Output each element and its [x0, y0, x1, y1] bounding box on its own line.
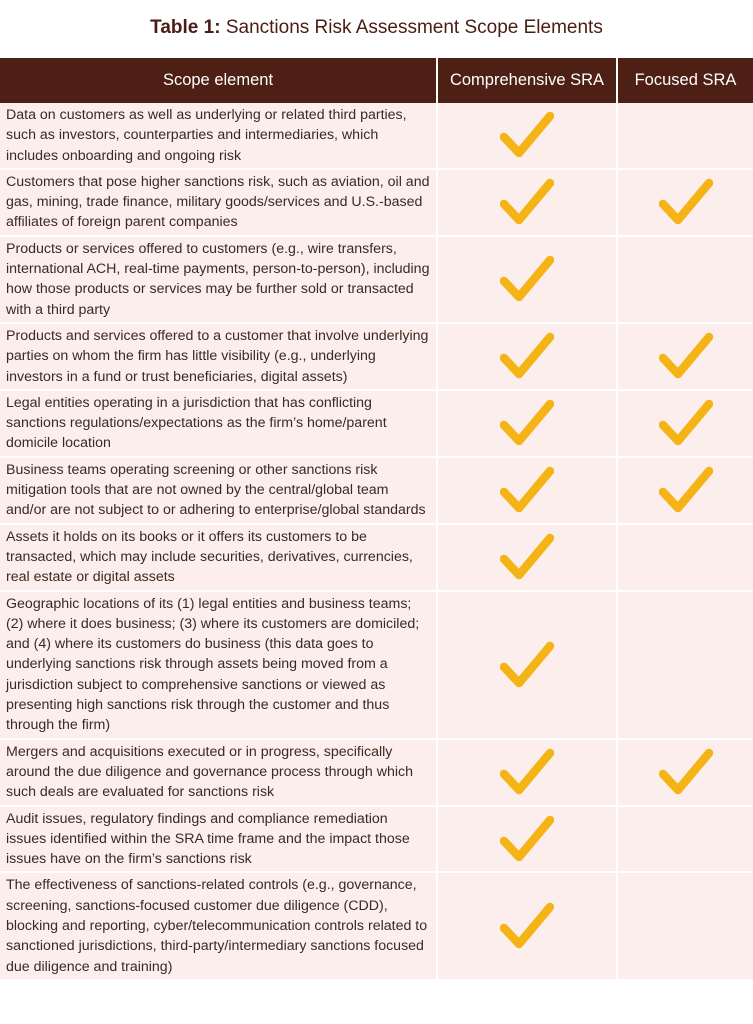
- comprehensive-sra-cell: [438, 807, 618, 874]
- checkmark-icon: [500, 177, 554, 227]
- header-comprehensive-sra: Comprehensive SRA: [438, 58, 618, 103]
- table-row: [0, 592, 753, 740]
- checkmark-icon: [500, 747, 554, 797]
- table-row: [0, 324, 753, 391]
- comprehensive-sra-cell: [438, 103, 618, 170]
- table-title: [0, 0, 753, 58]
- comprehensive-sra-cell: [438, 324, 618, 391]
- comprehensive-sra-cell: [438, 592, 618, 740]
- focused-sra-cell: [618, 807, 753, 874]
- scope-element-text: Geographic locations of its (1) legal entities and business teams; (2) where it does business; (3) where its customers are domiciled; and (4) where its customers do business (this data goes to underlying sanctions risk through assets being moved from a jurisdiction subject to comprehensive sanctions or viewed as presenting high sanctions risk through the customer and thus through the firm): [0, 592, 438, 740]
- checkmark-icon: [500, 331, 554, 381]
- checkmark-icon: [659, 177, 713, 227]
- table-row: [0, 740, 753, 807]
- checkmark-icon: [659, 331, 713, 381]
- table-row: [0, 458, 753, 525]
- checkmark-icon: [659, 747, 713, 797]
- scope-element-text: Legal entities operating in a jurisdiction that has conflicting sanctions regulations/expectations as the firm’s home/parent domicile location: [0, 391, 438, 458]
- scope-table: [0, 58, 753, 981]
- focused-sra-cell: [618, 103, 753, 170]
- scope-element-text: Audit issues, regulatory findings and compliance remediation issues identified within the SRA time frame and the impact those issues have on the firm’s sanctions risk: [0, 807, 438, 874]
- comprehensive-sra-cell: [438, 237, 618, 324]
- focused-sra-cell: [618, 740, 753, 807]
- table-row: [0, 807, 753, 874]
- table-header-row: [0, 58, 753, 103]
- table-row: [0, 873, 753, 980]
- checkmark-icon: [500, 901, 554, 951]
- comprehensive-sra-cell: [438, 525, 618, 592]
- focused-sra-cell: [618, 525, 753, 592]
- comprehensive-sra-cell: [438, 740, 618, 807]
- focused-sra-cell: [618, 592, 753, 740]
- focused-sra-cell: [618, 873, 753, 980]
- checkmark-icon: [500, 640, 554, 690]
- table-title-text: Sanctions Risk Assessment Scope Elements: [225, 17, 603, 38]
- scope-element-text: Customers that pose higher sanctions risk, such as aviation, oil and gas, mining, trade finance, military goods/services and U.S.-based affiliates of foreign parent companies: [0, 170, 438, 237]
- focused-sra-cell: [618, 458, 753, 525]
- comprehensive-sra-cell: [438, 458, 618, 525]
- focused-sra-cell: [618, 170, 753, 237]
- table-title-label: Table 1:: [150, 17, 221, 38]
- scope-element-text: Products and services offered to a customer that involve underlying parties on whom the firm has little visibility (e.g., underlying investors in a fund or trust beneficiaries, digital assets): [0, 324, 438, 391]
- focused-sra-cell: [618, 391, 753, 458]
- checkmark-icon: [500, 465, 554, 515]
- checkmark-icon: [500, 398, 554, 448]
- scope-element-text: Mergers and acquisitions executed or in progress, specifically around the due diligence and governance process through which such deals are evaluated for sanctions risk: [0, 740, 438, 807]
- checkmark-icon: [500, 532, 554, 582]
- table-row: [0, 103, 753, 170]
- checkmark-icon: [500, 814, 554, 864]
- scope-element-text: Data on customers as well as underlying or related third parties, such as investors, counterparties and intermediaries, which includes onboarding and ongoing risk: [0, 103, 438, 170]
- checkmark-icon: [659, 465, 713, 515]
- comprehensive-sra-cell: [438, 170, 618, 237]
- checkmark-icon: [500, 254, 554, 304]
- scope-element-text: Products or services offered to customers (e.g., wire transfers, international ACH, real-time payments, person-to-person), including how those products or services may be further sold or transacted with a third party: [0, 237, 438, 324]
- scope-element-text: Business teams operating screening or other sanctions risk mitigation tools that are not owned by the central/global team and/or are not subject to or adhering to enterprise/global standards: [0, 458, 438, 525]
- comprehensive-sra-cell: [438, 873, 618, 980]
- checkmark-icon: [500, 110, 554, 160]
- checkmark-icon: [659, 398, 713, 448]
- scope-element-text: Assets it holds on its books or it offers its customers to be transacted, which may include securities, derivatives, currencies, real estate or digital assets: [0, 525, 438, 592]
- table-row: [0, 170, 753, 237]
- table-row: [0, 391, 753, 458]
- table-row: [0, 525, 753, 592]
- header-scope-element: Scope element: [0, 58, 438, 103]
- header-focused-sra: Focused SRA: [618, 58, 753, 103]
- focused-sra-cell: [618, 324, 753, 391]
- scope-element-text: The effectiveness of sanctions-related controls (e.g., governance, screening, sanctions-focused customer due diligence (CDD), blocking and reporting, cyber/telecommunication controls related to sanctioned jurisdictions, third-party/intermediary sanctions focused due diligence and training): [0, 873, 438, 980]
- comprehensive-sra-cell: [438, 391, 618, 458]
- focused-sra-cell: [618, 237, 753, 324]
- table-row: [0, 237, 753, 324]
